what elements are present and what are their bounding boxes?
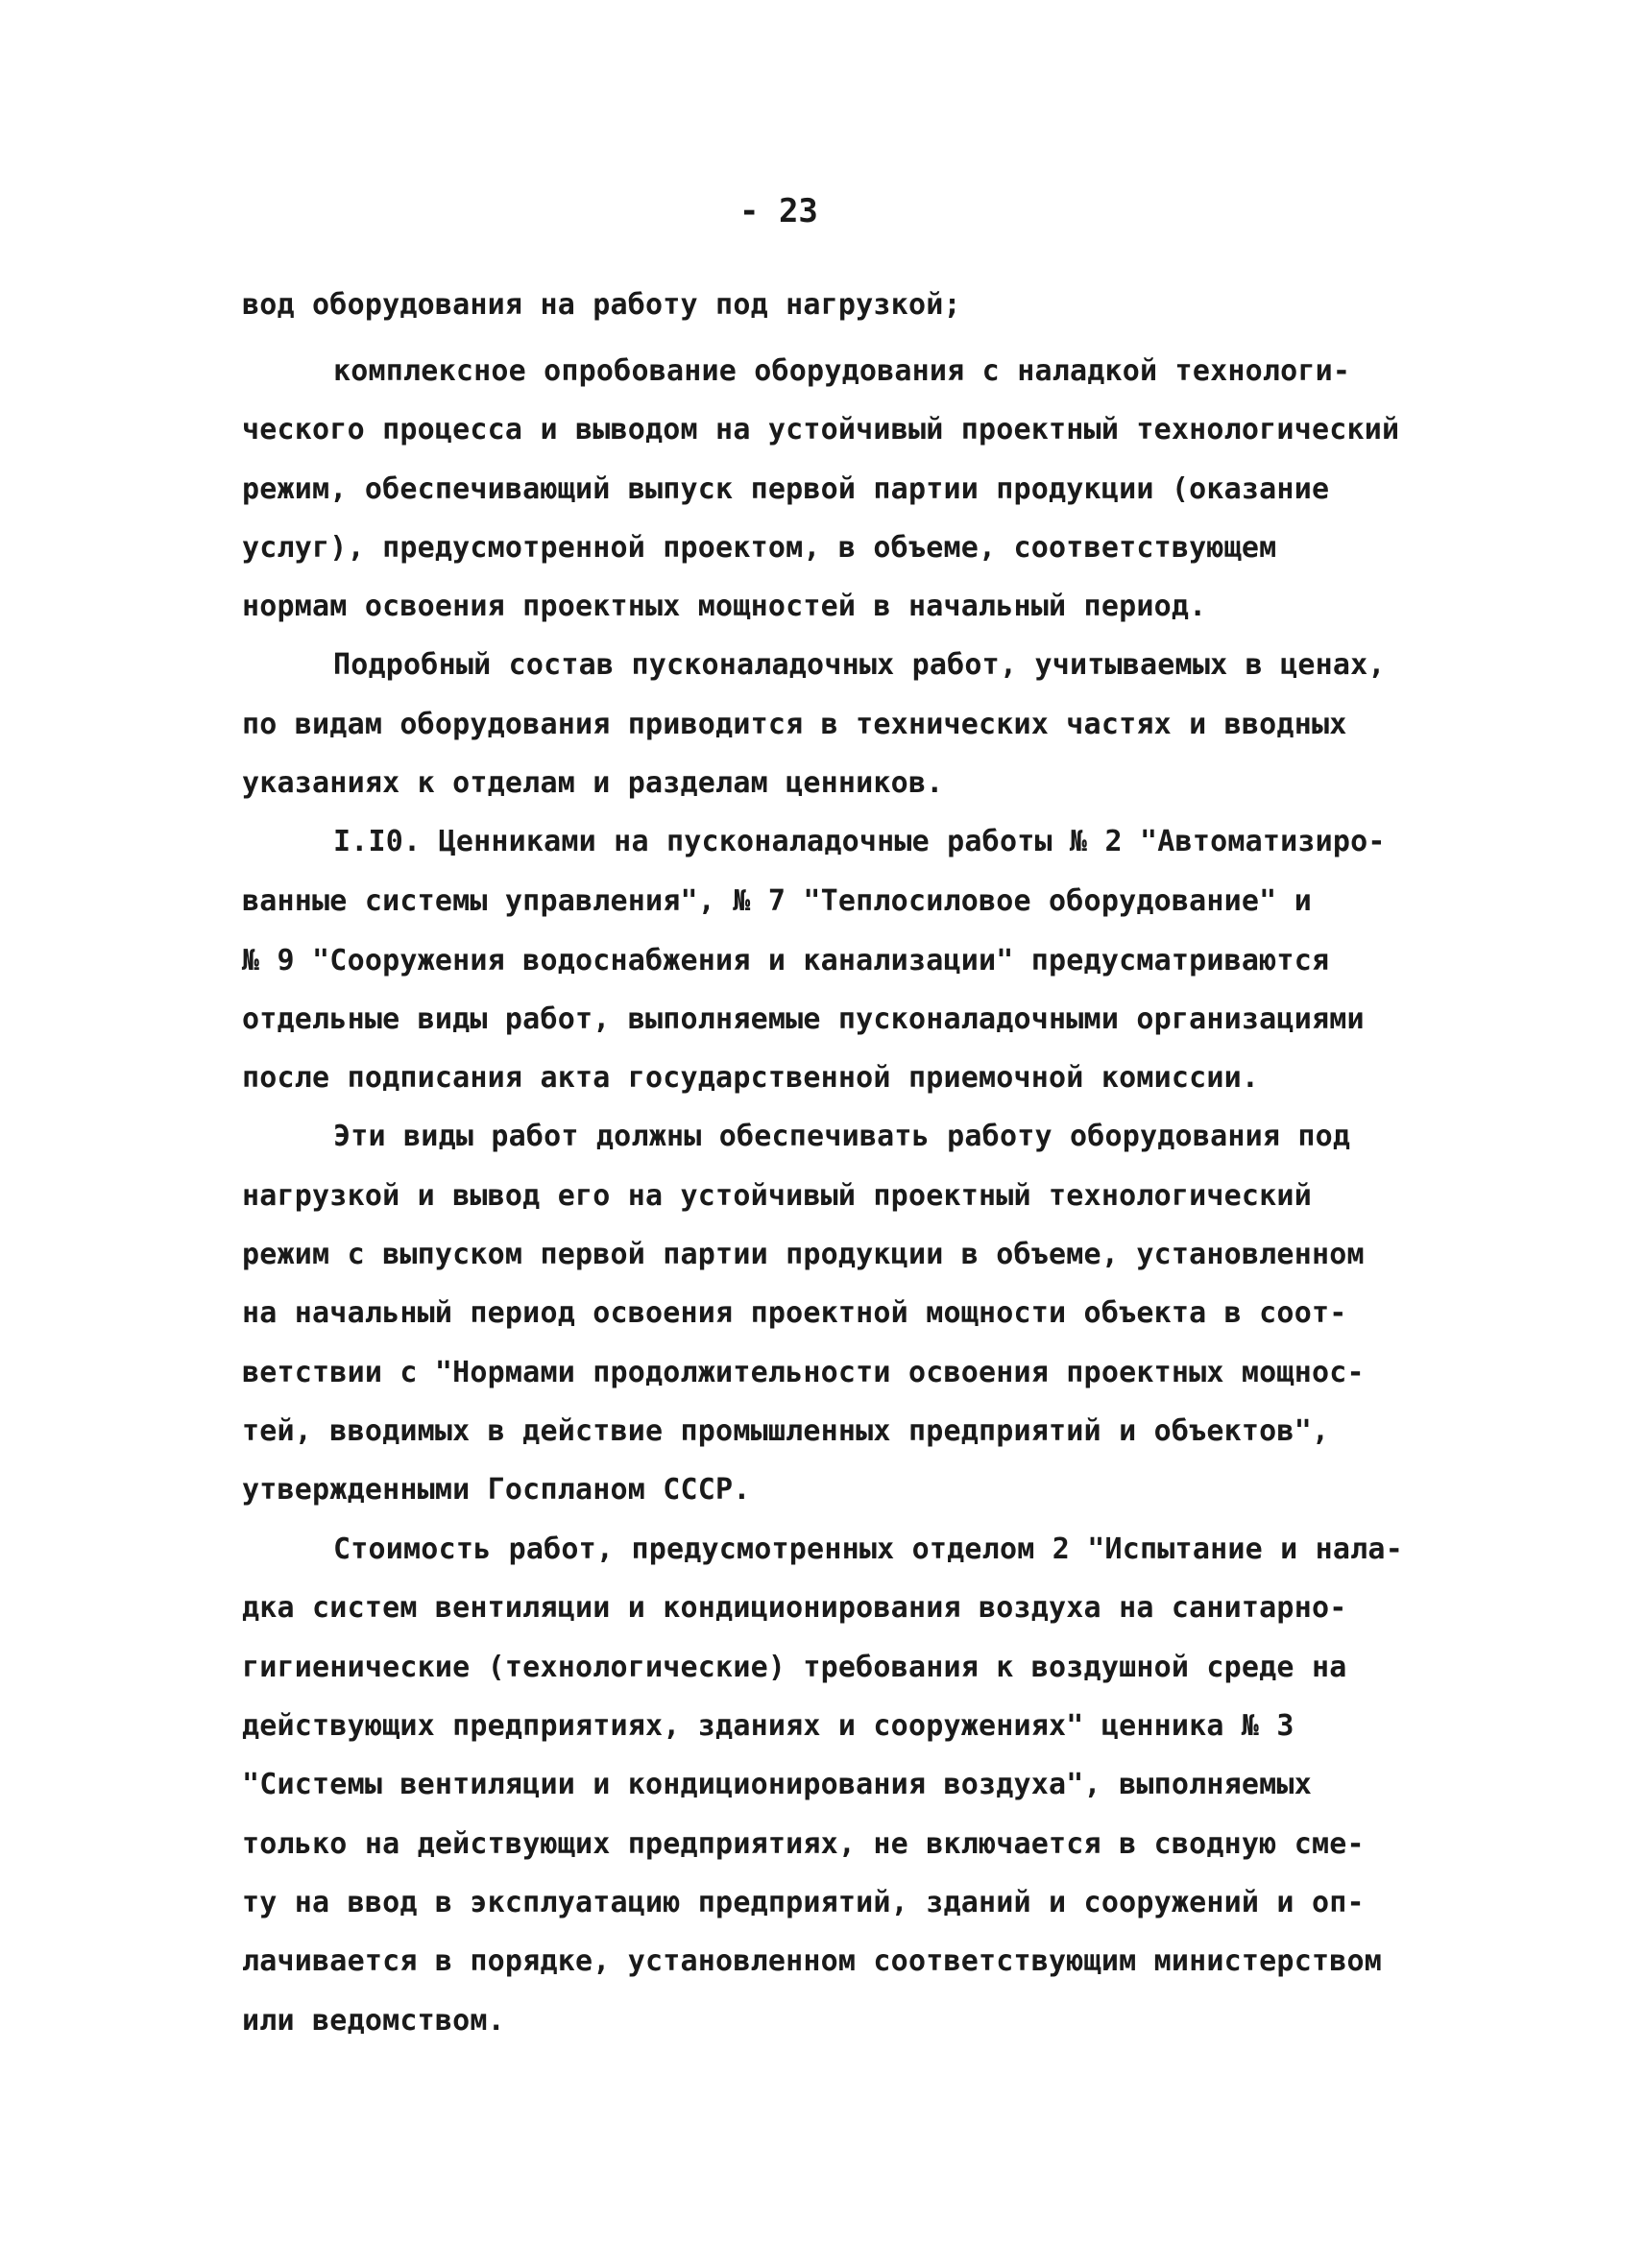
text-line: тей, вводимых в действие промышленных предприятий и объектов",	[242, 1414, 1330, 1448]
text-line: режим, обеспечивающий выпуск первой партии продукции (оказание	[242, 472, 1330, 506]
text-line: услуг), предусмотренной проектом, в объеме, соответствующем	[242, 531, 1277, 565]
text-line: лачивается в порядке, установленном соответствующим министерством	[242, 1944, 1382, 1978]
text-line: "Системы вентиляции и кондиционирования воздуха", выполняемых	[242, 1768, 1312, 1801]
text-line: после подписания акта государственной приемочной комиссии.	[242, 1061, 1260, 1095]
text-line: комплексное опробование оборудования с наладкой технологи-	[333, 354, 1351, 388]
text-line: ветствии с "Нормами продолжительности освоения проектных мощнос-	[242, 1356, 1365, 1389]
text-line: на начальный период освоения проектной мощности объекта в соот-	[242, 1296, 1347, 1330]
text-line: нагрузкой и вывод его на устойчивый проектный технологический	[242, 1179, 1312, 1213]
text-line: I.I0. Ценниками на пусконаладочные работы № 2 "Автоматизиро-	[333, 825, 1386, 858]
text-line: утвержденными Госпланом СССР.	[242, 1473, 751, 1507]
text-line: ванные системы управления", № 7 "Теплосиловое оборудование" и	[242, 884, 1312, 918]
text-line: № 9 "Сооружения водоснабжения и канализации" предусматриваются	[242, 944, 1330, 977]
text-line: Стоимость работ, предусмотренных отделом 2 "Испытание и нала-	[333, 1532, 1403, 1566]
text-line: режим с выпуском первой партии продукции в объеме, установленном	[242, 1238, 1365, 1271]
text-line: дка систем вентиляции и кондиционирования воздуха на санитарно-	[242, 1591, 1347, 1625]
page-number: - 23	[739, 192, 818, 230]
text-line: ческого процесса и выводом на устойчивый проектный технологический	[242, 413, 1400, 446]
text-line: Эти виды работ должны обеспечивать работу оборудования под	[333, 1120, 1351, 1153]
text-line: отдельные виды работ, выполняемые пусконаладочными организациями	[242, 1002, 1365, 1036]
text-line: действующих предприятиях, зданиях и сооружениях" ценника № 3	[242, 1709, 1294, 1743]
text-line: ту на ввод в эксплуатацию предприятий, зданий и сооружений и оп-	[242, 1886, 1365, 1919]
text-line: по видам оборудования приводится в технических частях и вводных	[242, 708, 1347, 741]
text-line: вод оборудования на работу под нагрузкой;	[242, 288, 961, 322]
text-line: нормам освоения проектных мощностей в начальный период.	[242, 590, 1207, 623]
text-line: только на действующих предприятиях, не включается в сводную сме-	[242, 1827, 1365, 1861]
text-line: гигиенические (технологические) требования к воздушной среде на	[242, 1651, 1347, 1684]
text-line: указаниях к отделам и разделам ценников.	[242, 766, 944, 800]
text-line: или ведомством.	[242, 2004, 505, 2038]
text-line: Подробный состав пусконаладочных работ, учитываемых в ценах,	[333, 648, 1386, 682]
